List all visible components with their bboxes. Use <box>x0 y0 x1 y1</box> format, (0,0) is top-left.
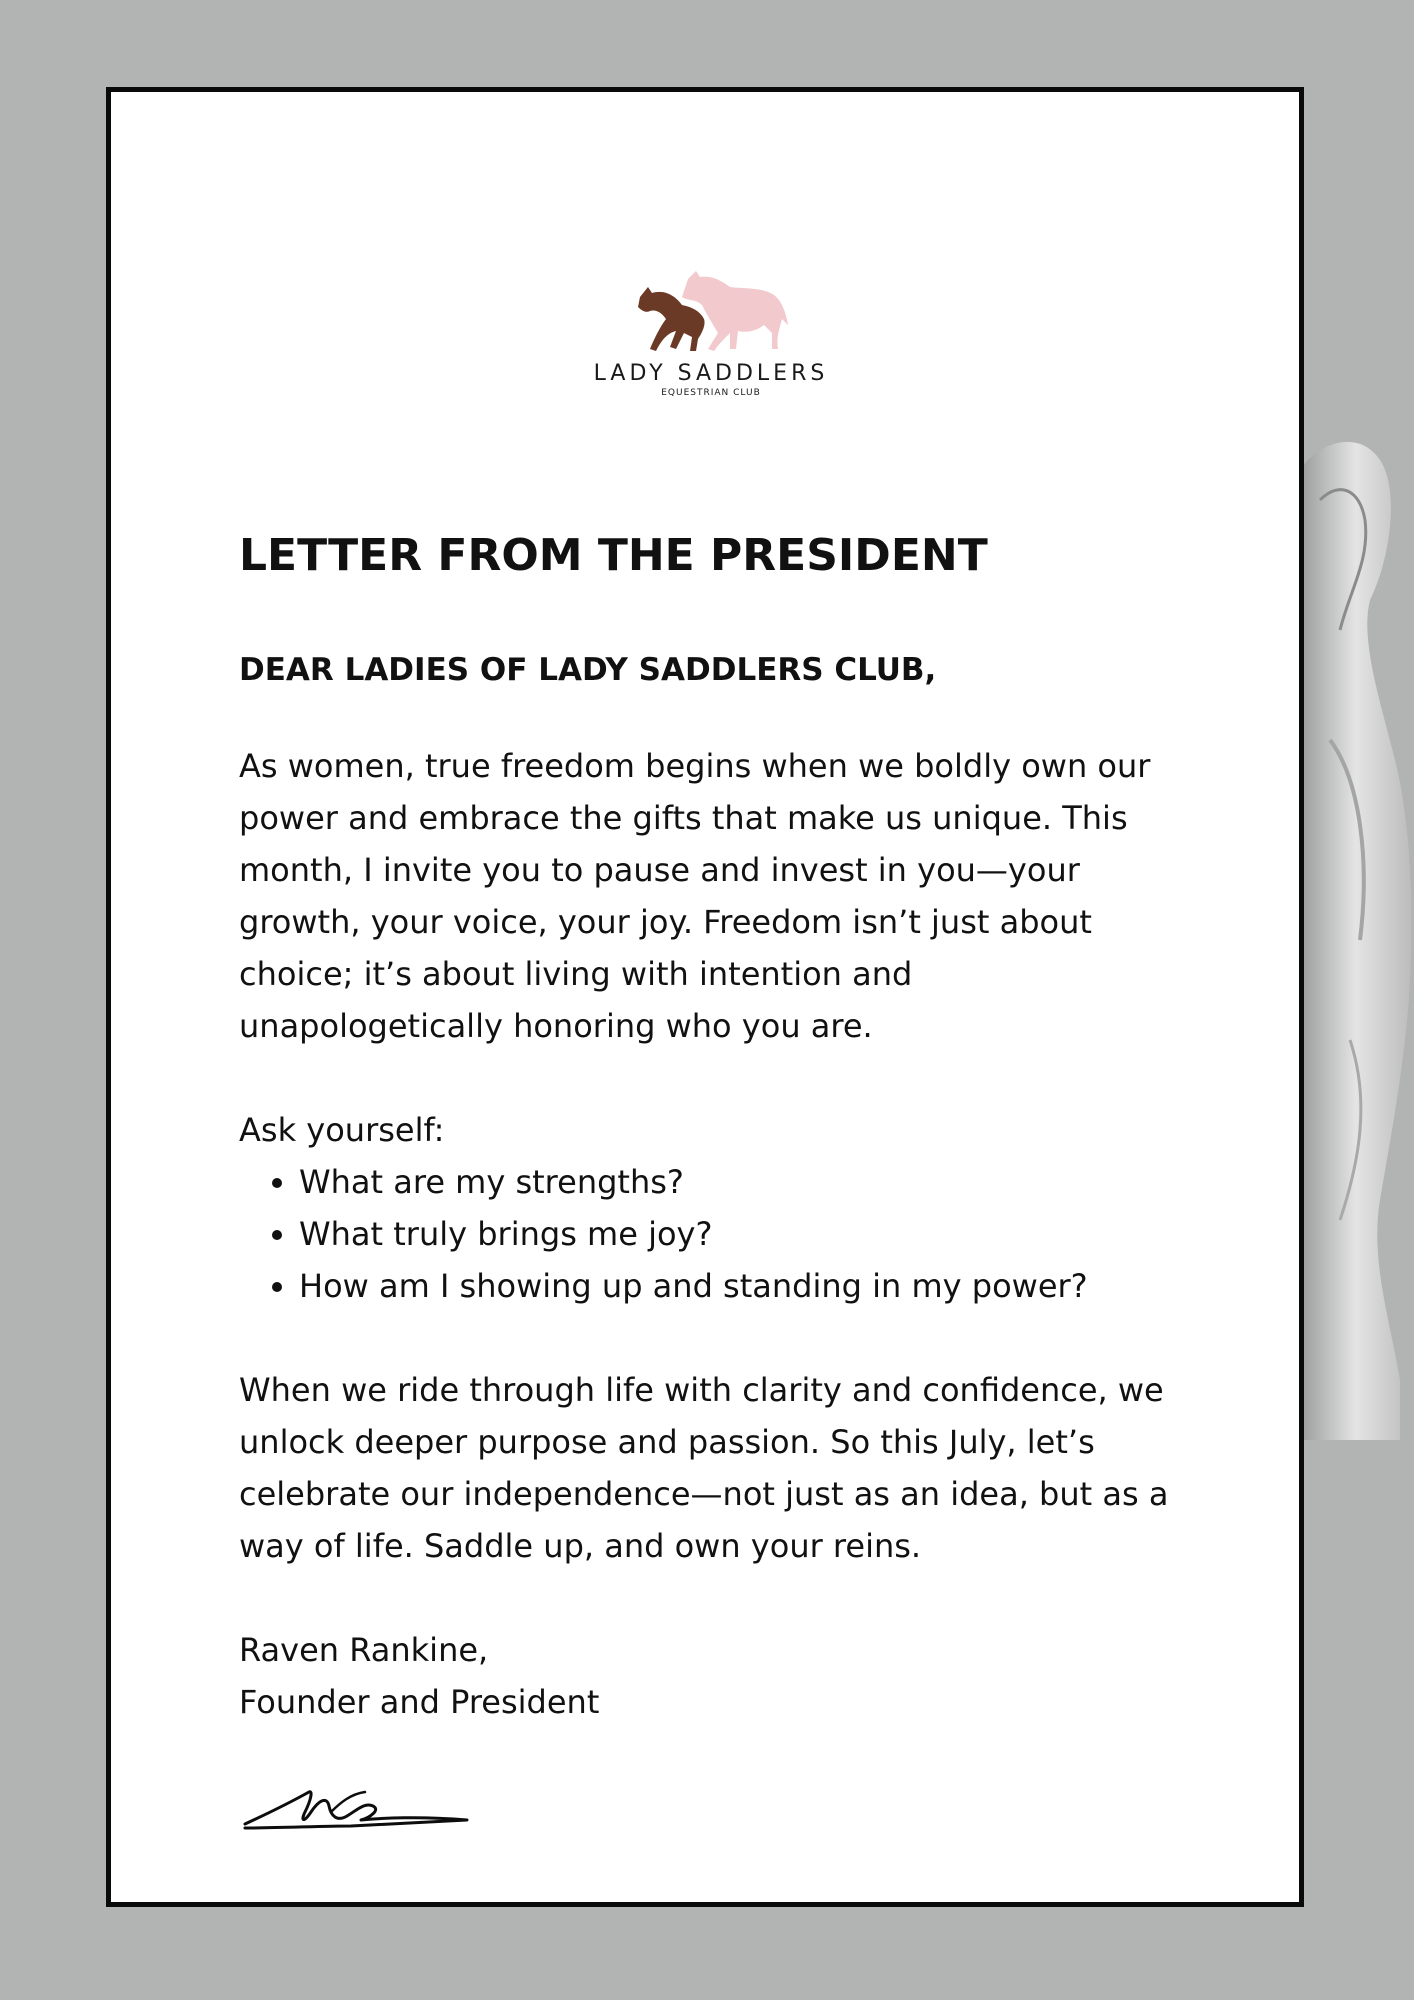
question-list <box>239 1156 1199 1312</box>
list-item: • What are my strengths? <box>299 1156 1199 1208</box>
horses-logo-icon <box>626 267 796 357</box>
list-item: • What truly brings me joy? <box>299 1208 1199 1260</box>
list-item: • How am I showing up and standing in my power? <box>299 1260 1199 1312</box>
ask-intro: Ask yourself: <box>239 1110 445 1149</box>
club-logo <box>591 267 831 397</box>
paragraph-closing: When we ride through life with clarity and confidence, we unlock deeper purpose and passion. So this July, let’s celebrate our independence—not just as an idea, but as a way of life. Saddle up, and own your reins. <box>239 1370 1169 1565</box>
logo-subtitle: EQUESTRIAN CLUB <box>661 388 761 398</box>
page-title: LETTER FROM THE PRESIDENT <box>239 530 988 581</box>
paragraph-intro: As women, true freedom begins when we boldly own our power and embrace the gifts that make us unique. This month, I invite you to pause and invest in you—your growth, your voice, your joy. Freedom isn’t just about choice; it’s about living with intention and unapologetically honoring who you are. <box>239 746 1151 1045</box>
logo-name: LADY SADDLERS <box>593 361 829 386</box>
signoff-role: Founder and President <box>239 1682 600 1721</box>
letter-card <box>106 87 1304 1907</box>
salutation: DEAR LADIES OF LADY SADDLERS CLUB, <box>239 652 937 689</box>
handwritten-signature <box>241 1772 481 1842</box>
letter-content <box>239 532 1199 1728</box>
background-horse-photo <box>1300 440 1414 1440</box>
signoff-name: Raven Rankine, <box>239 1630 489 1669</box>
